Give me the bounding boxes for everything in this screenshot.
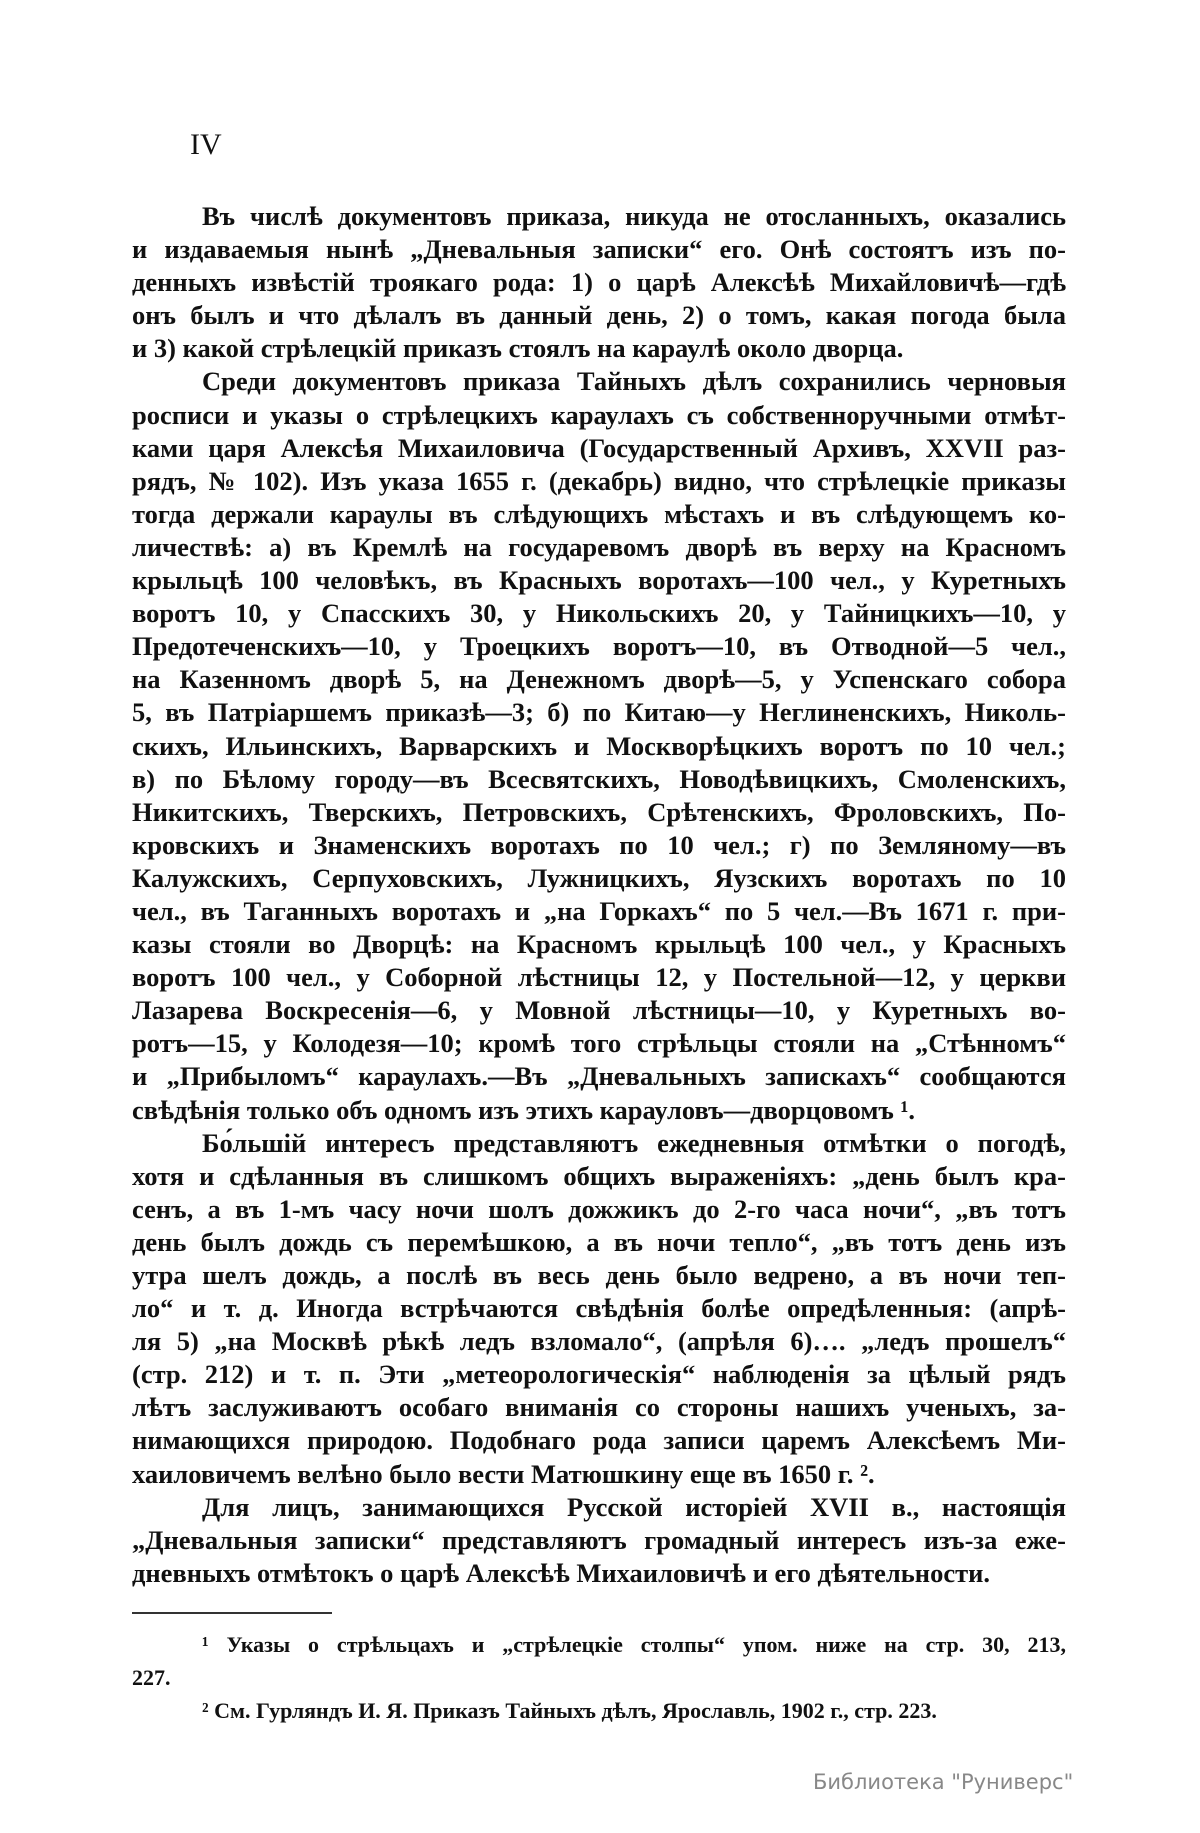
library-watermark: Библиотека "Руниверс" xyxy=(813,1770,1074,1794)
paragraph-line: Предотеченскихъ—10, у Троецкихъ воротъ—10, въ Отводной—5 чел., xyxy=(132,631,1066,662)
paragraph-line: денныхъ извѣстій троякаго рода: 1) о царѣ Алексѣѣ Михайловичѣ—гдѣ xyxy=(132,267,1066,298)
paragraph-line: росписи и указы о стрѣлецкихъ караулахъ съ собственноручными отмѣт- xyxy=(132,399,1066,430)
footnote-separator xyxy=(132,1612,332,1614)
paragraph-line: дневныхъ отмѣтокъ о царѣ Алексѣѣ Михаиловичѣ и его дѣятельности. xyxy=(132,1557,990,1588)
paragraph-line: на Казенномъ дворѣ 5, на Денежномъ дворѣ—5, у Успенскаго собора xyxy=(132,664,1066,695)
paragraph-line: и „Прибыломъ“ караулахъ.—Въ „Дневальныхъ запискахъ“ сообщаются xyxy=(132,1061,1066,1092)
paragraph-line: личествѣ: а) въ Кремлѣ на государевомъ дворѣ въ верху на Красномъ xyxy=(132,531,1066,562)
paragraph-line: свѣдѣнія только объ одномъ изъ этихъ карауловъ—дворцовомъ ¹. xyxy=(132,1094,916,1125)
paragraph-line: рядъ, № 102). Изъ указа 1655 г. (декабрь) видно, что стрѣлецкіе приказы xyxy=(132,465,1066,496)
paragraph-line: ками царя Алексѣя Михаиловича (Государственный Архивъ, XXVII раз- xyxy=(132,432,1066,463)
paragraph-line: хотя и сдѣланныя въ слишкомъ общихъ выраженіяхъ: „день былъ кра- xyxy=(132,1160,1066,1191)
paragraph-line: воротъ 100 чел., у Соборной лѣстницы 12, у Постельной—12, у церкви xyxy=(132,962,1066,993)
paragraph-line: Лазарева Воскресенія—6, у Мовной лѣстницы—10, у Куретныхъ во- xyxy=(132,995,1066,1026)
paragraph-line: крыльцѣ 100 человѣкъ, въ Красныхъ воротахъ—100 чел., у Куретныхъ xyxy=(132,565,1066,596)
paragraph-line: сенъ, а въ 1-мъ часу ночи шолъ дожжикъ до 2-го часа ночи“, „въ тотъ xyxy=(132,1193,1066,1224)
paragraph-line: Никитскихъ, Тверскихъ, Петровскихъ, Срѣтенскихъ, Фроловскихъ, По- xyxy=(132,796,1066,827)
paragraph-line: Бо́льшій интересъ представляютъ ежедневныя отмѣтки о погодѣ, xyxy=(202,1127,1066,1158)
footnote-line: ¹ Указы о стрѣльцахъ и „стрѣлецкіе столпы“ упом. ниже на стр. 30, 213, xyxy=(202,1632,1066,1657)
paragraph-line: утра шелъ дождь, а послѣ въ весь день было ведрено, а въ ночи теп- xyxy=(132,1260,1066,1290)
paragraph-line: Среди документовъ приказа Тайныхъ дѣлъ сохранились черновыя xyxy=(202,366,1066,397)
paragraph-line: чел., въ Таганныхъ воротахъ и „на Горкахъ“ по 5 чел.—Въ 1671 г. при- xyxy=(132,895,1066,926)
paragraph-line: хаиловичемъ велѣно было вести Матюшкину еще въ 1650 г. ². xyxy=(132,1458,875,1489)
paragraph-line: и издаваемыя нынѣ „Дневальныя записки“ его. Онѣ состоятъ изъ по- xyxy=(132,234,1066,265)
paragraph-line: и 3) какой стрѣлецкій приказъ стоялъ на караулѣ около дворца. xyxy=(132,333,904,364)
paragraph-line: ля 5) „на Москвѣ рѣкѣ ледъ взломало“, (апрѣля 6)…. „ледъ прошелъ“ xyxy=(132,1326,1066,1357)
paragraph-line: лѣтъ заслуживаютъ особаго вниманія со стороны нашихъ ученыхъ, за- xyxy=(132,1392,1066,1423)
paragraph-line: воротъ 10, у Спасскихъ 30, у Никольскихъ 20, у Тайницкихъ—10, у xyxy=(132,598,1066,629)
paragraph-line: казы стояли во Дворцѣ: на Красномъ крыльцѣ 100 чел., у Красныхъ xyxy=(132,929,1066,960)
paragraph-line: 5, въ Патріаршемъ приказѣ—3; б) по Китаю—у Неглиненскихъ, Николь- xyxy=(132,697,1066,728)
paragraph-line: ло“ и т. д. Иногда встрѣчаются свѣдѣнія болѣе опредѣленныя: (апрѣ- xyxy=(132,1293,1066,1324)
footnote-line: 227. xyxy=(132,1665,171,1690)
paragraph-line: Калужскихъ, Серпуховскихъ, Лужницкихъ, Яузскихъ воротахъ по 10 xyxy=(132,862,1066,893)
footnotes xyxy=(132,1628,1066,1727)
paragraph-line: ротъ—15, у Колодезя—10; кромѣ того стрѣльцы стояли на „Стѣнномъ“ xyxy=(132,1028,1066,1059)
paragraph-line: Въ числѣ документовъ приказа, никуда не отосланныхъ, оказались xyxy=(202,201,1066,231)
paragraph-line: кровскихъ и Знаменскихъ воротахъ по 10 чел.; г) по Земляному—въ xyxy=(132,829,1066,860)
paragraph-line: тогда держали караулы въ слѣдующихъ мѣстахъ и въ слѣдующемъ ко- xyxy=(132,498,1066,529)
paragraph-line: (стр. 212) и т. п. Эти „метеорологическія“ наблюденія за цѣлый рядъ xyxy=(132,1359,1066,1390)
paragraph-line: день былъ дождь съ перемѣшкою, а въ ночи тепло“, „въ тотъ день изъ xyxy=(132,1226,1066,1257)
paragraph-line: нимающихся природою. Подобнаго рода записи царемъ Алексѣемъ Ми- xyxy=(132,1425,1066,1456)
page-number: IV xyxy=(190,128,222,161)
footnote-line: ² См. Гурляндъ И. Я. Приказъ Тайныхъ дѣлъ, Ярославль, 1902 г., стр. 223. xyxy=(202,1698,937,1723)
paragraph-line: Для лицъ, занимающихся Русской исторіей XVII в., настоящія xyxy=(202,1491,1066,1522)
paragraph-line: скихъ, Ильинскихъ, Варварскихъ и Москворѣцкихъ воротъ по 10 чел.; xyxy=(132,730,1066,761)
body-text xyxy=(132,200,1066,1590)
paragraph-line: „Дневальныя записки“ представляютъ громадный интересъ изъ-за еже- xyxy=(132,1524,1066,1555)
paragraph-line: в) по Бѣлому городу—въ Всесвятскихъ, Новодѣвицкихъ, Смоленскихъ, xyxy=(132,763,1066,794)
paragraph-line: онъ былъ и что дѣлалъ въ данный день, 2) о томъ, какая погода была xyxy=(132,300,1066,331)
